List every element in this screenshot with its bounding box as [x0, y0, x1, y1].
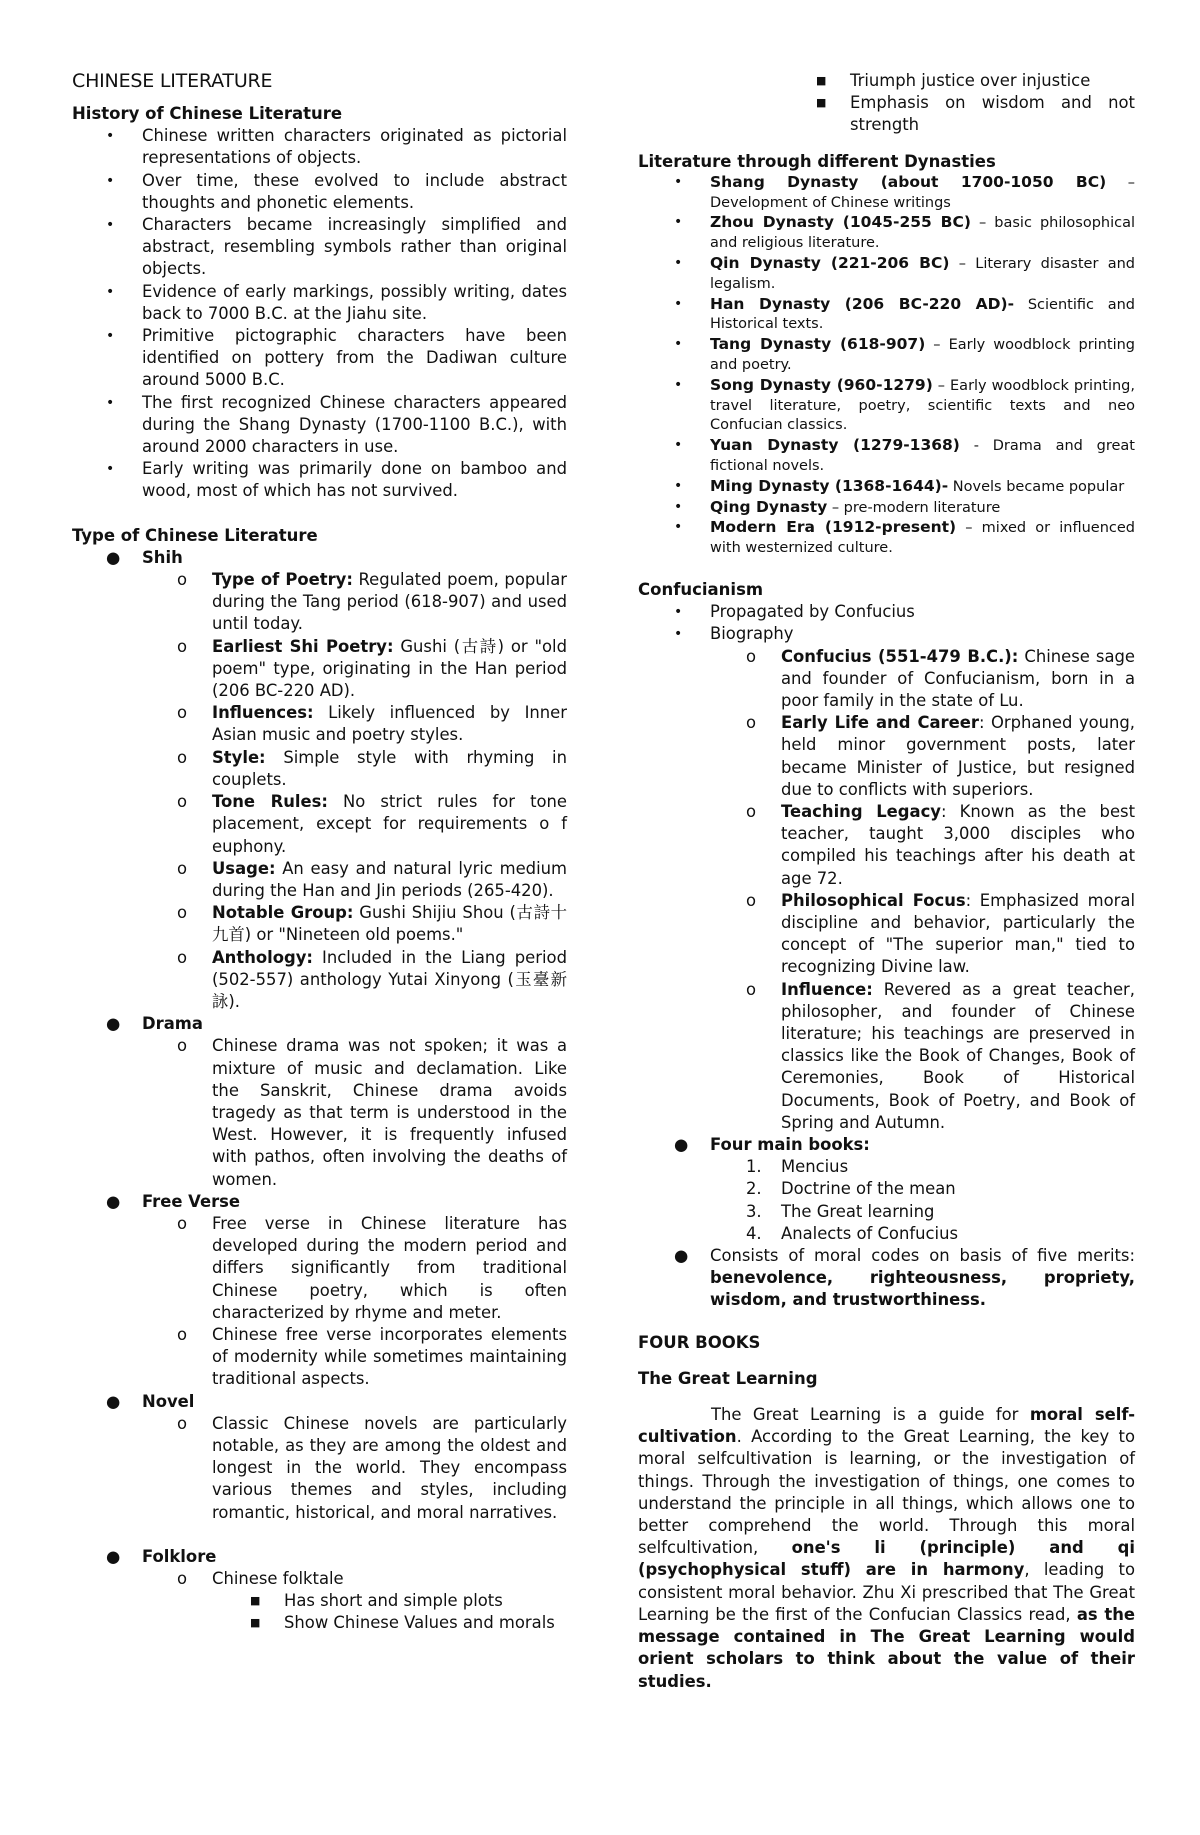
- type-novel: ● Novel: [72, 1391, 567, 1413]
- list-item: o Chinese folktale: [72, 1568, 567, 1590]
- list-item: • Primitive pictographic characters have been identified on pottery from the Dadiwan culture around 5000 B.C.: [106, 326, 567, 390]
- list-item: • The first recognized Chinese characters appeared during the Shang Dynasty (1700-1100 B.C.), with around 2000 characters in use.: [106, 392, 567, 457]
- circle-bullet-icon: o: [177, 1413, 188, 1433]
- bullet-icon: •: [674, 336, 683, 353]
- folklore-sub: [72, 1568, 567, 1590]
- list-item: 4. Analects of Confucius: [638, 1223, 1135, 1245]
- list-item: o Confucius (551-479 B.C.): Chinese sage and founder of Confucianism, born in a poor family in the state of Lu.: [746, 646, 1135, 710]
- list-item: • Yuan Dynasty (1279-1368) - Drama and great fictional novels.: [674, 436, 1135, 474]
- list-number: 1.: [746, 1157, 762, 1177]
- drama-list: [72, 1035, 567, 1190]
- great-learning-heading: The Great Learning: [638, 1368, 818, 1388]
- bullet-icon: •: [106, 217, 115, 234]
- list-item: o Free verse in Chinese literature has developed during the modern period and differs significantly from traditional Chinese poetry, which is often characterized by rhyme and meter.: [177, 1213, 567, 1322]
- square-bullet-icon: ■: [250, 1616, 261, 1630]
- type-folklore: ● Folklore: [72, 1546, 567, 1568]
- bullet-icon: •: [106, 328, 115, 345]
- bullet-icon: •: [674, 255, 683, 271]
- bullet-icon: •: [674, 477, 683, 494]
- list-item: o Notable Group: Gushi Shijiu Shou (古詩十九首) or "Nineteen old poems.": [177, 903, 567, 945]
- circle-bullet-icon: o: [177, 636, 188, 656]
- history-list: [72, 125, 567, 502]
- bullet-icon: •: [674, 604, 683, 621]
- list-item: o Tone Rules: No strict rules for tone placement, except for requirements o f euphony.: [177, 792, 568, 856]
- bullet-icon: ●: [106, 547, 121, 567]
- list-item: • Modern Era (1912-present) – mixed or influenced with westernized culture.: [674, 518, 1135, 557]
- four-books-heading: FOUR BOOKS: [638, 1332, 761, 1352]
- bullet-icon: •: [674, 376, 683, 393]
- square-bullet-icon: ■: [816, 96, 827, 110]
- type-shih: ● Shih: [72, 547, 567, 569]
- square-bullet-icon: ■: [250, 1594, 261, 1608]
- dynasties-list: [638, 173, 1135, 559]
- list-item: o Chinese drama was not spoken; it was a mixture of music and declamation. Like the Sanskrit, Chinese drama avoids tragedy as that term is understood in the West. However, it is frequently infused with pathos, often involving the deaths of women.: [177, 1036, 567, 1189]
- list-item: • Evidence of early markings, possibly writing, dates back to 7000 B.C. at the Jiahu site.: [106, 281, 567, 323]
- bullet-icon: •: [674, 437, 683, 454]
- list-number: 4.: [746, 1223, 762, 1243]
- bullet-icon: •: [106, 128, 115, 145]
- bullet-icon: ●: [106, 1546, 121, 1566]
- biography-list: [638, 646, 1135, 1134]
- list-item: • Propagated by Confucius: [638, 601, 1135, 623]
- merits-group: [638, 1245, 1135, 1312]
- list-item: • Han Dynasty (206 BC-220 AD)- Scientific and Historical texts.: [674, 294, 1135, 333]
- list-item: ■ Has short and simple plots: [72, 1590, 567, 1612]
- circle-bullet-icon: o: [177, 792, 188, 812]
- bullet-icon: •: [674, 519, 683, 536]
- bullet-icon: ●: [106, 1191, 121, 1211]
- list-item: • Tang Dynasty (618-907) – Early woodblock printing and poetry.: [674, 335, 1135, 373]
- novel-group: [72, 1391, 567, 1413]
- bullet-icon: ●: [106, 1014, 121, 1034]
- page-title: CHINESE LITERATURE: [72, 70, 273, 92]
- list-item: • Qin Dynasty (221-206 BC) – Literary disaster and legalism.: [674, 254, 1135, 292]
- list-item: o Classic Chinese novels are particularly notable, as they are among the oldest and longest in the world. They encompass various themes and styles, including romantic, historical, and moral narratives.: [177, 1413, 567, 1522]
- list-item: • Biography: [638, 623, 1135, 645]
- list-item: ● Consists of moral codes on basis of five merits: benevolence, righteousness, propriety, wisdom, and trustworthiness.: [674, 1246, 1135, 1310]
- circle-bullet-icon: o: [746, 979, 757, 999]
- list-item: 1. Mencius: [638, 1156, 1135, 1178]
- circle-bullet-icon: o: [177, 903, 188, 923]
- circle-bullet-icon: o: [746, 646, 757, 666]
- type-drama: ● Drama: [72, 1013, 567, 1035]
- list-item: o Style: Simple style with rhyming in couplets.: [177, 747, 567, 789]
- bullet-icon: •: [674, 295, 683, 312]
- list-number: 3.: [746, 1201, 762, 1221]
- list-item: ■ Show Chinese Values and morals: [72, 1612, 567, 1634]
- folklore-list: [72, 1590, 567, 1634]
- circle-bullet-icon: o: [746, 801, 757, 821]
- bullet-icon: •: [674, 214, 683, 231]
- books-list: [638, 1156, 1135, 1245]
- four-books-group: [638, 1134, 1135, 1156]
- confucianism-list: [638, 601, 1135, 645]
- circle-bullet-icon: o: [177, 703, 188, 723]
- list-item: • Early writing was primarily done on bamboo and wood, most of which has not survived.: [106, 459, 567, 501]
- circle-bullet-icon: o: [177, 1569, 188, 1588]
- list-item: o Early Life and Career: Orphaned young, held minor government posts, later became Minister of Justice, but resigned due to conflicts with superiors.: [746, 713, 1135, 799]
- list-item: • Characters became increasingly simplified and abstract, resembling symbols rather than original objects.: [106, 215, 567, 279]
- type-free-verse: ● Free Verse: [72, 1191, 567, 1213]
- bullet-icon: ●: [674, 1246, 689, 1266]
- circle-bullet-icon: o: [177, 1324, 188, 1344]
- novel-list: [72, 1413, 567, 1524]
- list-item: • Zhou Dynasty (1045-255 BC) – basic philosophical and religious literature.: [674, 213, 1136, 252]
- list-item: • Song Dynasty (960-1279) – Early woodblock printing, travel literature, poetry, scientific texts and neo Confucian classics.: [674, 375, 1135, 434]
- square-bullet-icon: ■: [816, 74, 827, 87]
- folklore-group: [72, 1546, 567, 1568]
- list-item: • Shang Dynasty (about 1700-1050 BC) – Development of Chinese writings: [674, 172, 1135, 211]
- list-item: o Influence: Revered as a great teacher, philosopher, and founder of Chinese literature; his teachings are preserved in classics like the Book of Changes, Book of Ceremonies, Book of Historical Documents, Book of Poetry, and Book of Spring and Autumn.: [746, 979, 1135, 1132]
- drama-group: [72, 1013, 567, 1035]
- bullet-icon: •: [106, 394, 115, 411]
- left-column: [72, 103, 567, 1635]
- bullet-icon: ●: [106, 1391, 121, 1411]
- bullet-icon: •: [106, 172, 115, 189]
- history-heading: History of Chinese Literature: [72, 104, 343, 123]
- circle-bullet-icon: o: [746, 713, 757, 733]
- right-column: [638, 70, 1135, 1693]
- bullet-icon: •: [674, 173, 683, 190]
- list-item: o Type of Poetry: Regulated poem, popular during the Tang period (618-907) and used until today.: [177, 570, 567, 634]
- list-item: • Qing Dynasty – pre-modern literature: [674, 497, 1001, 516]
- list-item: o Usage: An easy and natural lyric medium during the Han and Jin periods (265-420).: [177, 858, 567, 900]
- confucianism-heading: Confucianism: [638, 579, 764, 599]
- list-item: • Ming Dynasty (1368-1644)- Novels became popular: [674, 476, 1125, 495]
- circle-bullet-icon: o: [177, 858, 188, 878]
- list-item: o Earliest Shi Poetry: Gushi (古詩) or "old poem" type, originating in the Han period (206 BC-220 AD).: [177, 636, 567, 701]
- folklore-list-continued: [638, 70, 1135, 137]
- shih-list: [72, 569, 567, 1013]
- list-item: ■ Emphasis on wisdom and not strength: [816, 93, 1135, 135]
- list-item: • Over time, these evolved to include abstract thoughts and phonetic elements.: [106, 170, 567, 212]
- free-verse-group: [72, 1191, 567, 1213]
- list-item: o Teaching Legacy: Known as the best teacher, taught 3,000 disciples who compiled his teachings after his death at age 72.: [746, 801, 1135, 888]
- circle-bullet-icon: o: [177, 947, 188, 967]
- bullet-icon: ●: [674, 1135, 689, 1155]
- great-learning-paragraph: The Great Learning is a guide for moral self-cultivation. According to the Great Learning, the key to moral selfcultivation is learning, or the investigation of things. Through the investigation of things, one comes to understand the principle in all things, which allows one to better comprehend the world. Through this moral selfcultivation, one's li (principle) and qi (psychophysical stuff) are in harmony, leading to consistent moral behavior. Zhu Xi prescribed that The Great Learning be the first of the Confucian Classics read, as the message contained in The Great Learning would orient scholars to think about the value of their studies.: [638, 1405, 1135, 1691]
- list-item: ● Four main books:: [638, 1134, 1135, 1156]
- circle-bullet-icon: o: [177, 747, 188, 767]
- bullet-icon: •: [674, 626, 683, 643]
- list-number: 2.: [746, 1179, 762, 1199]
- types-heading: Type of Chinese Literature: [72, 525, 318, 545]
- list-item: 2. Doctrine of the mean: [638, 1178, 1135, 1200]
- circle-bullet-icon: o: [177, 1213, 188, 1233]
- bullet-icon: •: [106, 461, 115, 478]
- list-item: 3. The Great learning: [638, 1201, 1135, 1223]
- free-verse-list: [72, 1213, 567, 1391]
- bullet-icon: •: [674, 498, 683, 515]
- circle-bullet-icon: o: [177, 1036, 188, 1056]
- circle-bullet-icon: o: [746, 890, 757, 910]
- list-item: ■ Triumph justice over injustice: [638, 70, 1135, 92]
- dynasties-heading: Literature through different Dynasties: [638, 151, 996, 171]
- bullet-icon: •: [106, 283, 115, 300]
- list-item: o Anthology: Included in the Liang period (502-557) anthology Yutai Xinyong (玉臺新詠).: [177, 947, 567, 1011]
- list-item: o Influences: Likely influenced by Inner Asian music and poetry styles.: [177, 703, 567, 745]
- list-item: o Philosophical Focus: Emphasized moral discipline and behavior, particularly the concept of "The superior man," tied to recognizing Divine law.: [746, 890, 1135, 977]
- types-list: [72, 547, 567, 569]
- list-item: o Chinese free verse incorporates elements of modernity while sometimes maintaining traditional aspects.: [177, 1324, 567, 1389]
- list-item: • Chinese written characters originated as pictorial representations of objects.: [106, 126, 567, 168]
- circle-bullet-icon: o: [177, 570, 188, 590]
